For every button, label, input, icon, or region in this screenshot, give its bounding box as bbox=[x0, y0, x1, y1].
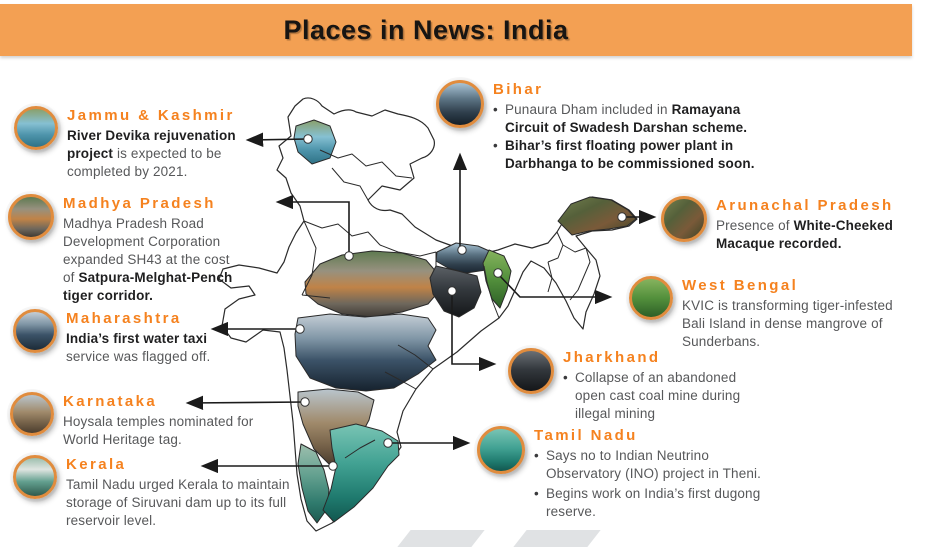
callout-title: Madhya Pradesh bbox=[63, 195, 216, 212]
coal-mine-photo-icon bbox=[508, 348, 554, 394]
map-marker bbox=[458, 246, 466, 254]
callout-jharkhand bbox=[508, 348, 741, 423]
callout-karnataka bbox=[10, 392, 263, 449]
callout-title: Tamil Nadu bbox=[534, 427, 638, 444]
map-marker bbox=[384, 439, 392, 447]
map-marker bbox=[329, 462, 337, 470]
map-marker bbox=[618, 213, 626, 221]
dugong-sea-photo-icon bbox=[477, 426, 525, 474]
callout-body: River Devika rejuvenation project is expected to be completed by 2021. bbox=[67, 128, 236, 179]
callout-bullet: • Begins work on India’s first dugong reserve. bbox=[534, 485, 782, 521]
callout-bullet: • Punaura Dham included in Ramayana Circuit of Swadesh Darshan scheme. bbox=[493, 101, 761, 137]
callout-bihar bbox=[436, 80, 761, 173]
callout-bullet: • Bihar’s first floating power plant in Darbhanga to be commissioned soon. bbox=[493, 137, 761, 173]
macaque-forest-photo-icon bbox=[661, 196, 707, 242]
callout-west-bengal bbox=[629, 276, 908, 351]
callout-title: Karnataka bbox=[63, 393, 158, 410]
arrow-jammu-kashmir bbox=[248, 139, 308, 140]
callout-maharashtra bbox=[13, 309, 238, 366]
floating-solar-plant-photo-icon bbox=[436, 80, 484, 128]
callout-title: Jharkhand bbox=[563, 349, 661, 366]
water-taxi-photo-icon bbox=[13, 309, 57, 353]
callout-body: Madhya Pradesh Road Development Corporation expanded SH43 at the cost of Satpura-Melghat-Pench tiger corridor. bbox=[63, 216, 233, 303]
callout-jammu-kashmir bbox=[14, 106, 257, 181]
callout-body: Hoysala temples nominated for World Heritage tag. bbox=[63, 414, 254, 447]
callout-body: KVIC is transforming tiger-infested Bali Island in dense mangrove of Sunderbans. bbox=[682, 298, 893, 349]
callout-title: West Bengal bbox=[682, 277, 799, 294]
callout-kerala bbox=[13, 455, 318, 530]
map-marker bbox=[304, 135, 312, 143]
callout-title: Jammu & Kashmir bbox=[67, 107, 235, 124]
callout-bullet: • Says no to Indian Neutrino Observatory (INO) project in Theni. bbox=[534, 447, 782, 483]
callout-body: Presence of White-Cheeked Macaque recorded. bbox=[716, 218, 894, 251]
callout-madhya-pradesh bbox=[8, 194, 245, 305]
callout-body: India’s first water taxi service was flagged off. bbox=[66, 331, 211, 364]
hoysala-temple-photo-icon bbox=[10, 392, 54, 436]
map-marker bbox=[301, 398, 309, 406]
map-marker bbox=[448, 287, 456, 295]
siruvani-dam-photo-icon bbox=[13, 455, 57, 499]
callout-title: Maharashtra bbox=[66, 310, 182, 327]
title-banner bbox=[0, 4, 912, 56]
callout-title: Arunachal Pradesh bbox=[716, 197, 894, 214]
callout-title: Bihar bbox=[493, 81, 544, 98]
river-devika-photo-icon bbox=[14, 106, 58, 150]
road-construction-photo-icon bbox=[8, 194, 54, 240]
callout-bullet: • Collapse of an abandoned open cast coal mine during illegal mining bbox=[563, 369, 741, 423]
callout-arunachal-pradesh bbox=[661, 196, 916, 253]
map-marker bbox=[296, 325, 304, 333]
map-marker bbox=[345, 252, 353, 260]
callout-body: Tamil Nadu urged Kerala to maintain storage of Siruvani dam up to its full reservoir level. bbox=[66, 477, 290, 528]
page-title: Places in News: India bbox=[283, 14, 569, 45]
mangrove-photo-icon bbox=[629, 276, 673, 320]
map-marker bbox=[494, 269, 502, 277]
callout-title: Kerala bbox=[66, 456, 127, 473]
callout-tamil-nadu bbox=[477, 426, 782, 521]
